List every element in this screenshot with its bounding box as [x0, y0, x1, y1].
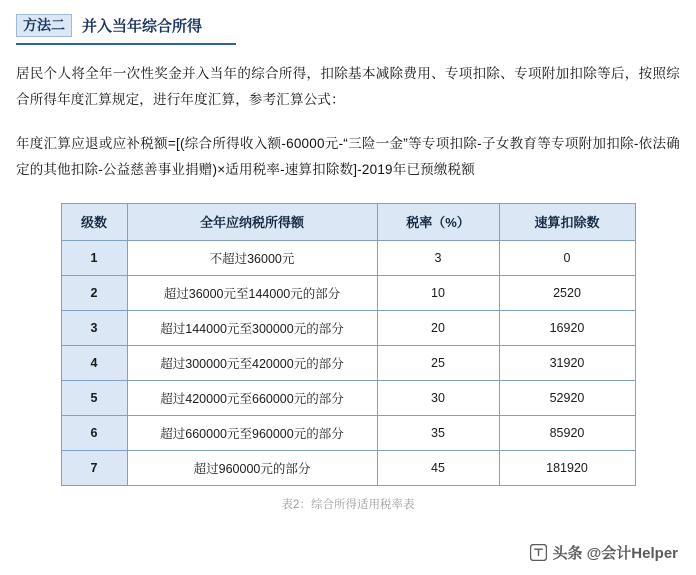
paragraph-description: 居民个人将全年一次性奖金并入当年的综合所得，扣除基本减除费用、专项扣除、专项附加扣除等后，按照综合所得年度汇算规定，进行年度汇算，参考汇算公式： [16, 65, 680, 107]
watermark [530, 542, 678, 563]
table-row [61, 240, 635, 275]
cell-quick-deduction: 16920 [499, 310, 635, 345]
table-row [61, 380, 635, 415]
watermark-text: 头条 @会计Helper [552, 545, 678, 562]
tax-rate-table [61, 203, 636, 486]
cell-quick-deduction: 31920 [499, 345, 635, 380]
cell-rate: 35 [377, 415, 499, 450]
cell-rate: 30 [377, 380, 499, 415]
cell-taxable-income: 超过660000元至960000元的部分 [127, 415, 377, 450]
cell-level: 2 [61, 275, 127, 310]
cell-taxable-income: 超过420000元至660000元的部分 [127, 380, 377, 415]
tax-table-container [16, 203, 680, 486]
cell-quick-deduction: 2520 [499, 275, 635, 310]
cell-quick-deduction: 85920 [499, 415, 635, 450]
cell-rate: 10 [377, 275, 499, 310]
cell-taxable-income: 超过144000元至300000元的部分 [127, 310, 377, 345]
cell-level: 7 [61, 450, 127, 485]
table-row [61, 450, 635, 485]
column-header-taxable-income: 全年应纳税所得额 [127, 203, 377, 240]
cell-taxable-income: 超过36000元至144000元的部分 [127, 275, 377, 310]
cell-taxable-income: 超过960000元的部分 [127, 450, 377, 485]
table-caption: 表2：综合所得适用税率表 [281, 498, 415, 511]
cell-rate: 20 [377, 310, 499, 345]
cell-quick-deduction: 0 [499, 240, 635, 275]
table-row [61, 310, 635, 345]
table-row [61, 345, 635, 380]
method-badge: 方法二 [16, 14, 72, 37]
toutiao-icon [530, 544, 547, 561]
cell-level: 4 [61, 345, 127, 380]
column-header-rate: 税率（%） [377, 203, 499, 240]
cell-level: 3 [61, 310, 127, 345]
cell-level: 1 [61, 240, 127, 275]
table-row [61, 415, 635, 450]
cell-rate: 25 [377, 345, 499, 380]
page-title: 并入当年综合所得 [82, 17, 203, 35]
table-row [61, 275, 635, 310]
section-header [16, 14, 236, 45]
cell-taxable-income: 超过300000元至420000元的部分 [127, 345, 377, 380]
table-body [61, 240, 635, 485]
table-head [61, 203, 635, 240]
column-header-quick-deduction: 速算扣除数 [499, 203, 635, 240]
cell-taxable-income: 不超过36000元 [127, 240, 377, 275]
paragraph-formula: 年度汇算应退或应补税额=[(综合所得收入额-60000元-“三险一金”等专项扣除-子女教育等专项附加扣除-依法确定的其他扣除-公益慈善事业捐赠)×适用税率-速算扣除数]-2019年已预缴税额 [16, 135, 680, 177]
cell-level: 5 [61, 380, 127, 415]
cell-rate: 45 [377, 450, 499, 485]
table-header-row [61, 203, 635, 240]
cell-quick-deduction: 181920 [499, 450, 635, 485]
cell-level: 6 [61, 415, 127, 450]
column-header-level: 级数 [61, 203, 127, 240]
cell-quick-deduction: 52920 [499, 380, 635, 415]
cell-rate: 3 [377, 240, 499, 275]
